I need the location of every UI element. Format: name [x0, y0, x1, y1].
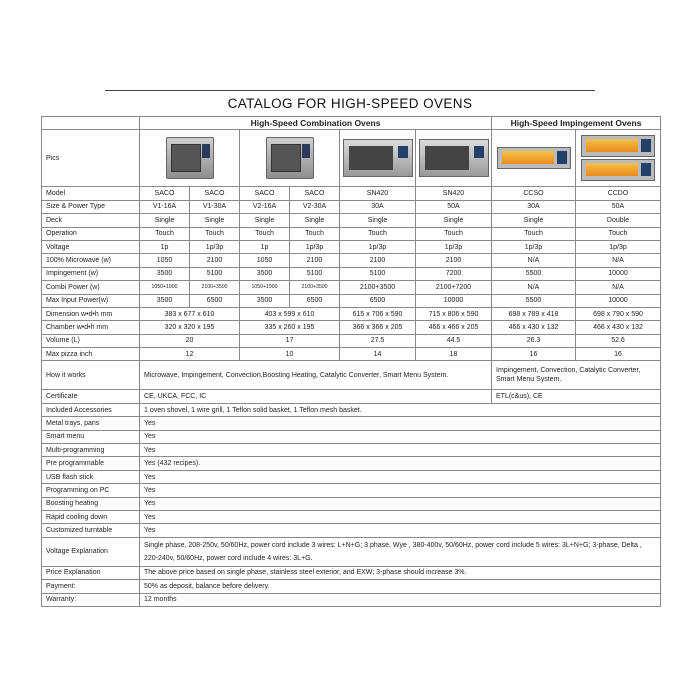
row-label: Multi-programming — [42, 444, 140, 457]
table-cell: 10000 — [576, 294, 661, 307]
table-row — [42, 254, 661, 267]
table-cell: Touch — [140, 227, 190, 240]
table-cell: 3500 — [140, 294, 190, 307]
table-cell: 1p/3p — [290, 240, 340, 253]
table-row — [42, 187, 661, 200]
table-row — [42, 348, 661, 361]
full-rows — [42, 403, 661, 606]
table-cell: Yes — [140, 510, 661, 523]
impingement-group-header: High-Speed Impingement Ovens — [492, 117, 661, 130]
table-cell: SACO — [190, 187, 240, 200]
table-cell: V1-16A — [140, 200, 190, 213]
oven-sn420-icon — [343, 139, 413, 177]
oven-ccdo-icon — [581, 135, 655, 157]
table-cell: 2100+3500 — [340, 281, 416, 294]
table-cell: Single — [290, 214, 340, 227]
table-cell: Yes — [140, 484, 661, 497]
row-label: Voltage Explanation — [42, 537, 140, 566]
table-cell: Touch — [240, 227, 290, 240]
table-cell: ETL(c&us), CE — [492, 390, 661, 403]
table-row — [42, 403, 661, 416]
table-cell: 1050+1900 — [240, 281, 290, 294]
table-cell: Single — [190, 214, 240, 227]
table-cell: Single — [140, 214, 190, 227]
row-label: Dimension w•d•h mm — [42, 307, 140, 320]
table-cell: 50A — [576, 200, 661, 213]
table-row — [42, 214, 661, 227]
table-cell: 466 x 430 x 132 — [492, 321, 576, 334]
table-row — [42, 267, 661, 280]
table-cell: Single — [240, 214, 290, 227]
table-cell: 26.3 — [492, 334, 576, 347]
table-cell: 320 x 320 x 195 — [140, 321, 240, 334]
pic-cell — [492, 130, 576, 187]
row-label: Rapid cooling down — [42, 510, 140, 523]
table-cell: SN420 — [416, 187, 492, 200]
table-cell: 52.6 — [576, 334, 661, 347]
row-label: Max pizza inch — [42, 348, 140, 361]
row-label: Combi Power (w) — [42, 281, 140, 294]
row-label: Size & Power Type — [42, 200, 140, 213]
spec-rows-6 — [42, 307, 661, 361]
table-cell: 16 — [492, 348, 576, 361]
row-label: How it works — [42, 361, 140, 390]
table-row — [42, 484, 661, 497]
table-cell: Touch — [340, 227, 416, 240]
table-row — [42, 240, 661, 253]
table-cell: 12 months — [140, 593, 661, 606]
table-cell: 1p/3p — [492, 240, 576, 253]
oven-ccso-icon — [497, 147, 571, 169]
table-cell: 50% as deposit, balance before delivery. — [140, 580, 661, 593]
table-cell: 27.5 — [340, 334, 416, 347]
table-cell: SN420 — [340, 187, 416, 200]
table-cell: SACO — [290, 187, 340, 200]
table-cell: Yes — [140, 470, 661, 483]
spec-rows-8 — [42, 187, 661, 308]
table-cell: N/A — [492, 281, 576, 294]
row-label: Included Accessories — [42, 403, 140, 416]
table-cell: Touch — [492, 227, 576, 240]
table-cell: 18 — [416, 348, 492, 361]
table-row — [42, 457, 661, 470]
oven-ccdo-icon — [581, 159, 655, 181]
table-row — [42, 334, 661, 347]
table-cell: The above price based on single phase, stainless steel exterior, and EXW; 3-phase should increase 3%. — [140, 566, 661, 579]
table-cell: 1p/3p — [190, 240, 240, 253]
table-cell: Yes (432 recipes). — [140, 457, 661, 470]
table-cell: Double — [576, 214, 661, 227]
pics-row — [42, 130, 661, 187]
table-row — [42, 566, 661, 579]
oven-saco-icon — [166, 137, 214, 179]
pic-cell — [240, 130, 340, 187]
table-cell: Microwave, Impingement, Convection,Boosting Heating, Catalytic Converter, Smart Menu System. — [140, 361, 492, 390]
table-cell: 1050 — [240, 254, 290, 267]
table-cell: Yes — [140, 524, 661, 537]
table-row — [42, 510, 661, 523]
row-label: Pics — [42, 130, 140, 187]
table-cell: 1p/3p — [576, 240, 661, 253]
pic-cell — [576, 130, 661, 187]
pic-cell — [140, 130, 240, 187]
table-cell: CCSO — [492, 187, 576, 200]
table-row — [42, 444, 661, 457]
table-cell: 12 — [140, 348, 240, 361]
table-cell: 715 x 806 x 590 — [416, 307, 492, 320]
header-row — [42, 117, 661, 130]
row-label: Programming on PC — [42, 484, 140, 497]
table-cell: V2-30A — [290, 200, 340, 213]
row-label: Certificate — [42, 390, 140, 403]
oven-saco-icon — [266, 137, 314, 179]
table-cell: Touch — [190, 227, 240, 240]
table-cell: 466 x 466 x 205 — [416, 321, 492, 334]
row-label: Voltage — [42, 240, 140, 253]
table-cell: 5500 — [492, 267, 576, 280]
table-row — [42, 227, 661, 240]
row-label: Price Explanation — [42, 566, 140, 579]
table-cell: Yes — [140, 417, 661, 430]
table-row — [42, 200, 661, 213]
combination-group-header: High-Speed Combination Ovens — [140, 117, 492, 130]
row-label: Impingement (w) — [42, 267, 140, 280]
table-cell: 14 — [340, 348, 416, 361]
table-cell: 1p/3p — [416, 240, 492, 253]
table-cell: SACO — [140, 187, 190, 200]
table-cell: 2100 — [340, 254, 416, 267]
table-cell: V2-16A — [240, 200, 290, 213]
row-label: Boosting heating — [42, 497, 140, 510]
table-cell: 1050+1900 — [140, 281, 190, 294]
table-row — [42, 417, 661, 430]
table-row — [42, 470, 661, 483]
table-row — [42, 390, 661, 403]
table-cell: N/A — [576, 254, 661, 267]
table-cell: 403 x 599 x 610 — [240, 307, 340, 320]
row-label: Operation — [42, 227, 140, 240]
table-row — [42, 307, 661, 320]
table-cell: Single phase, 208-250v, 50/60Hz, power cord include 3 wires: L+N+G; 3 phase, Wye , 380-400v, 50/60Hz, power cord include 5 wires: 3L+N+G; 3-phase, Delta , 220-240v, 50/60Hz, power cord include 4 wires: 3L+G. — [140, 537, 661, 566]
table-cell: 44.5 — [416, 334, 492, 347]
table-cell: 1p — [140, 240, 190, 253]
pic-cell — [340, 130, 416, 187]
table-row — [42, 524, 661, 537]
table-cell: N/A — [492, 254, 576, 267]
table-cell: 16 — [576, 348, 661, 361]
table-cell: 20 — [140, 334, 240, 347]
title-rule — [105, 90, 595, 91]
row-label: Metal trays, pans — [42, 417, 140, 430]
row-label: Chamber w•d•h mm — [42, 321, 140, 334]
table-cell: N/A — [576, 281, 661, 294]
row-label: Model — [42, 187, 140, 200]
row-label: Deck — [42, 214, 140, 227]
table-cell: 615 x 706 x 590 — [340, 307, 416, 320]
table-cell: 7200 — [416, 267, 492, 280]
table-cell: CE, UKCA, FCC, IC — [140, 390, 492, 403]
table-cell: 1050 — [140, 254, 190, 267]
table-cell: 3500 — [240, 294, 290, 307]
table-cell: Touch — [290, 227, 340, 240]
table-row — [42, 281, 661, 294]
table-cell: Touch — [416, 227, 492, 240]
table-cell: SACO — [240, 187, 290, 200]
table-row — [42, 537, 661, 566]
table-cell: 3500 — [140, 267, 190, 280]
table-row — [42, 294, 661, 307]
header-corner — [42, 117, 140, 130]
row-label: 100% Microwave (w) — [42, 254, 140, 267]
table-cell: 335 x 260 x 195 — [240, 321, 340, 334]
table-cell: 1 oven shovel, 1 wire grill, 1 Teflon solid basket, 1 Teflon mesh basket. — [140, 403, 661, 416]
table-cell: 5500 — [492, 294, 576, 307]
table-cell: Touch — [576, 227, 661, 240]
table-cell: 50A — [416, 200, 492, 213]
row-label: USB flash stick — [42, 470, 140, 483]
table-row — [42, 361, 661, 390]
table-cell: 698 x 789 x 418 — [492, 307, 576, 320]
table-cell: V1-30A — [190, 200, 240, 213]
table-cell: 30A — [340, 200, 416, 213]
row-label: Warranty: — [42, 593, 140, 606]
table-cell: Impingement, Convection, Catalytic Converter, Smart Menu System. — [492, 361, 661, 390]
table-cell: 10000 — [416, 294, 492, 307]
table-cell: 30A — [492, 200, 576, 213]
table-cell: 1p — [240, 240, 290, 253]
table-cell: 366 x 366 x 205 — [340, 321, 416, 334]
row-label: Payment: — [42, 580, 140, 593]
table-cell: 2100 — [190, 254, 240, 267]
table-cell: 3500 — [240, 267, 290, 280]
page-title: CATALOG FOR HIGH-SPEED OVENS — [227, 96, 473, 111]
table-cell: 6500 — [290, 294, 340, 307]
table-cell: Yes — [140, 497, 661, 510]
table-cell: 10 — [240, 348, 340, 361]
table-cell: 6500 — [340, 294, 416, 307]
table-cell: 2100 — [416, 254, 492, 267]
table-cell: 698 x 790 x 590 — [576, 307, 661, 320]
table-cell: Single — [492, 214, 576, 227]
oven-sn420-icon — [419, 139, 489, 177]
table-row — [42, 580, 661, 593]
table-row — [42, 593, 661, 606]
table-row — [42, 321, 661, 334]
table-row — [42, 497, 661, 510]
row-label: Customized turntable — [42, 524, 140, 537]
table-cell: 6500 — [190, 294, 240, 307]
table-cell: 466 x 430 x 132 — [576, 321, 661, 334]
table-cell: 2100+7200 — [416, 281, 492, 294]
table-cell: 2100+3500 — [290, 281, 340, 294]
table-cell: 2100 — [290, 254, 340, 267]
table-cell: 17 — [240, 334, 340, 347]
table-cell: 5100 — [190, 267, 240, 280]
table-cell: 5100 — [290, 267, 340, 280]
table-cell: 1p/3p — [340, 240, 416, 253]
table-cell: Yes — [140, 430, 661, 443]
table-cell: 5100 — [340, 267, 416, 280]
table-cell: Yes — [140, 444, 661, 457]
table-cell: Single — [416, 214, 492, 227]
table-row — [42, 430, 661, 443]
table-cell: 10000 — [576, 267, 661, 280]
table-cell: 2100+3500 — [190, 281, 240, 294]
row-label: Pre programmable — [42, 457, 140, 470]
catalog-table — [41, 116, 661, 607]
table-cell: Single — [340, 214, 416, 227]
pic-cell — [416, 130, 492, 187]
table-cell: 383 x 677 x 610 — [140, 307, 240, 320]
row-label: Max Input Power(w) — [42, 294, 140, 307]
table-cell: CCDO — [576, 187, 661, 200]
row-label: Smart menu — [42, 430, 140, 443]
row-label: Volume (L) — [42, 334, 140, 347]
